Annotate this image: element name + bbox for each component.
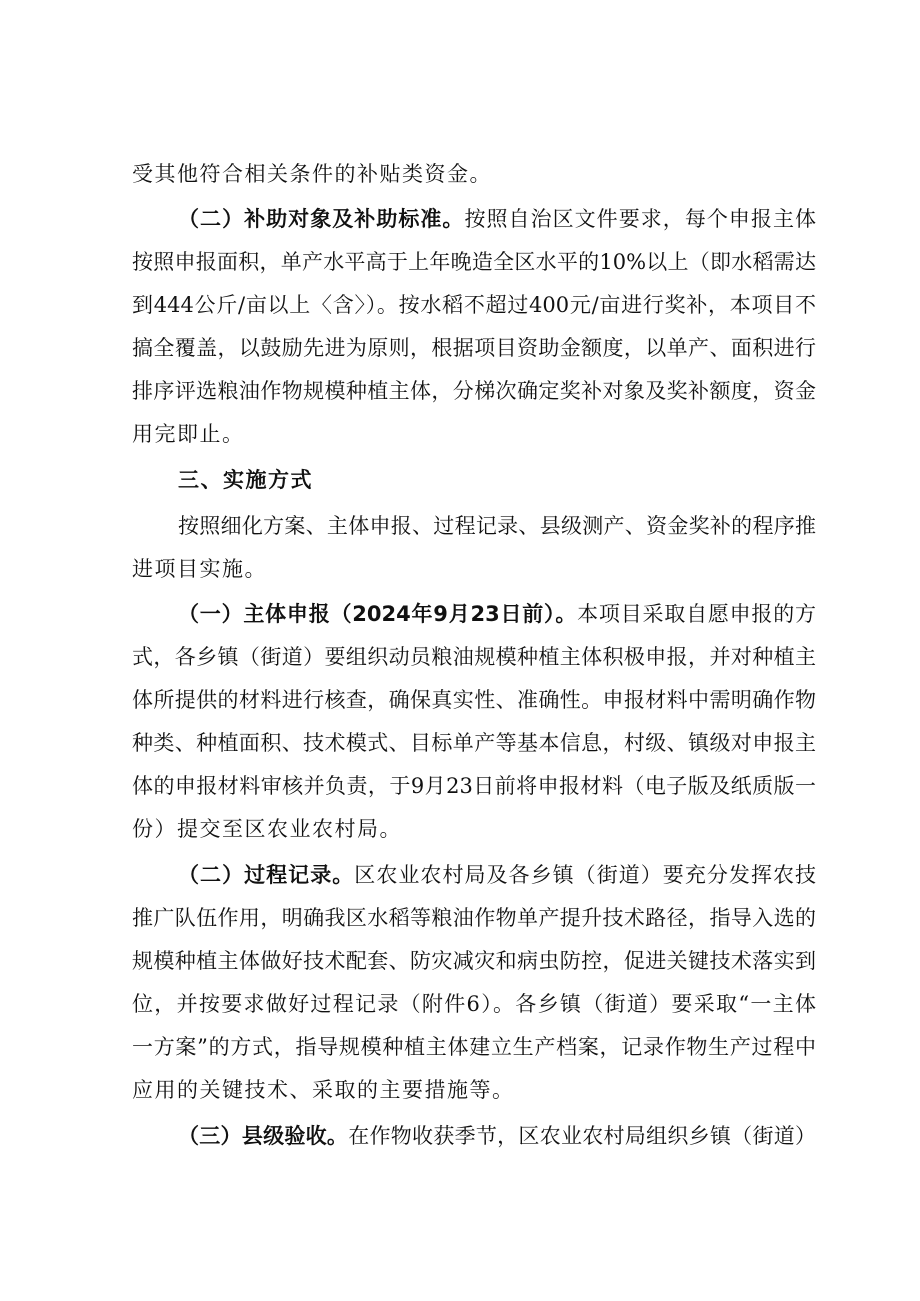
paragraph-line: 按照申报面积，单产水平高于上年晚造全区水平的10%以上（即水稻需达 xyxy=(132,250,816,274)
paragraph-line: 位，并按要求做好过程记录（附件6）。各乡镇（街道）要采取“一主体 xyxy=(132,992,816,1016)
paragraph-line xyxy=(178,600,816,628)
paragraph-line: 体的申报材料审核并负责，于9月23日前将申报材料（电子版及纸质版一 xyxy=(132,774,816,798)
paragraph-line: 份）提交至区农业农村局。 xyxy=(132,817,402,841)
paragraph-line: 体所提供的材料进行核查，确保真实性、准确性。申报材料中需明确作物 xyxy=(132,688,816,712)
paragraph-line: 到444公斤/亩以上〈含〉）。按水稻不超过400元/亩进行奖补，本项目不 xyxy=(132,293,816,317)
paragraph-line: 推广队伍作用，明确我区水稻等粮油作物单产提升技术路径，指导入选的 xyxy=(132,906,816,930)
section-heading: 三、实施方式 xyxy=(178,468,313,492)
text: 区农业农村局及各乡镇（街道）要充分发挥农技 xyxy=(354,863,817,887)
subheading-inline: （二）补助对象及补助标准。 xyxy=(178,207,465,231)
paragraph-line: 应用的关键技术、采取的主要措施等。 xyxy=(132,1078,515,1102)
paragraph-line: 一方案”的方式，指导规模种植主体建立生产档案，记录作物生产过程中 xyxy=(132,1035,816,1059)
paragraph-line: 进项目实施。 xyxy=(132,557,267,581)
subheading-inline: （二）过程记录。 xyxy=(178,863,355,887)
text: 按照自治区文件要求，每个申报主体 xyxy=(464,207,817,231)
paragraph-line: 种类、种植面积、技术模式、目标单产等基本信息，村级、镇级对申报主 xyxy=(132,731,816,755)
paragraph-line xyxy=(178,205,816,233)
paragraph-line: 排序评选粮油作物规模种植主体，分梯次确定奖补对象及奖补额度，资金 xyxy=(132,379,816,403)
paragraph-line: 用完即止。 xyxy=(132,422,245,446)
text: 在作物收获季节，区农业农村局组织乡镇（街道） xyxy=(348,1124,817,1148)
paragraph-line xyxy=(178,861,816,889)
subheading-inline: （一）主体申报（2024年9月23日前）。 xyxy=(178,602,578,626)
paragraph-line: 式，各乡镇（街道）要组织动员粮油规模种植主体积极申报，并对种植主 xyxy=(132,645,816,669)
text: 受其他符合相关条件的补贴类资金。 xyxy=(132,162,492,186)
paragraph-line: 按照细化方案、主体申报、过程记录、县级测产、资金奖补的程序推 xyxy=(178,514,816,538)
text: 本项目采取自愿申报的方 xyxy=(577,602,816,626)
subheading-inline: （三）县级验收。 xyxy=(178,1124,349,1148)
paragraph-line xyxy=(178,1122,816,1150)
paragraph-line xyxy=(132,160,492,188)
paragraph-line: 搞全覆盖，以鼓励先进为原则，根据项目资助金额度，以单产、面积进行 xyxy=(132,336,816,360)
paragraph-line: 规模种植主体做好技术配套、防灾减灾和病虫防控，促进关键技术落实到 xyxy=(132,949,816,973)
